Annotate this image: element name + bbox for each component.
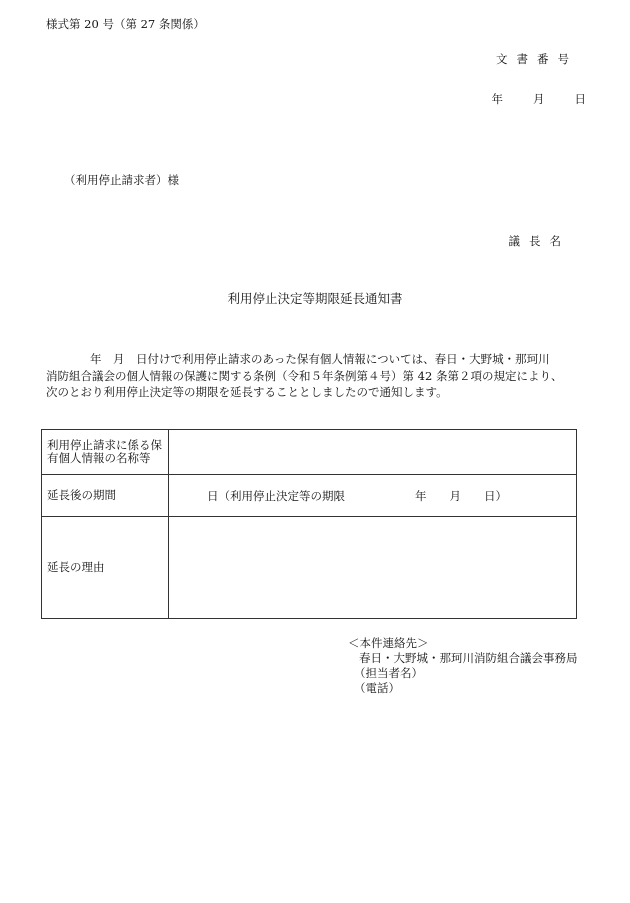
row-label-extended-period: 延長後の期間 (42, 475, 169, 517)
date-line (492, 91, 587, 107)
table-row (42, 517, 577, 619)
contact-block (348, 636, 578, 696)
table-row (42, 475, 577, 517)
date-month: 月 (533, 92, 545, 106)
contact-person: （担当者名） (354, 666, 423, 680)
body-line-2: 消防組合議会の個人情報の保護に関する条例（令和５年条例第４号）第 42 条第２項の規定により、 (46, 368, 563, 383)
form-number: 様式第 20 号（第 27 条関係） (46, 17, 205, 31)
body-text (46, 351, 586, 401)
contact-office: 春日・大野城・那珂川消防組合議会事務局 (359, 651, 578, 665)
chair-name: 議長名 (508, 234, 570, 248)
period-text-1: 日（利用停止決定等の期限 (207, 488, 345, 503)
date-year: 年 (491, 92, 503, 106)
row-label-info-name: 利用停止請求に係る保有個人情報の名称等 (42, 430, 169, 475)
document-number-label: 文書番号 (496, 52, 578, 66)
period-text-2: 年 月 日） (415, 488, 507, 503)
body-line-3: 次のとおり利用停止決定等の期限を延長することとしましたので通知します。 (46, 385, 448, 399)
extended-period-field[interactable] (169, 475, 577, 517)
info-table (41, 429, 577, 619)
table-row (42, 430, 577, 475)
contact-phone: （電話） (354, 681, 400, 695)
reason-field[interactable] (169, 517, 577, 619)
date-day: 日 (574, 92, 586, 106)
row-label-reason: 延長の理由 (42, 517, 169, 619)
body-line-1: 年 月 日付けで利用停止請求のあった保有個人情報については、春日・大野城・那珂川 (90, 352, 550, 366)
contact-heading: ＜本件連絡先＞ (348, 636, 429, 650)
info-name-field[interactable] (169, 430, 577, 475)
addressee: （利用停止請求者）様 (64, 173, 179, 187)
page-title: 利用停止決定等期限延長通知書 (227, 291, 403, 306)
